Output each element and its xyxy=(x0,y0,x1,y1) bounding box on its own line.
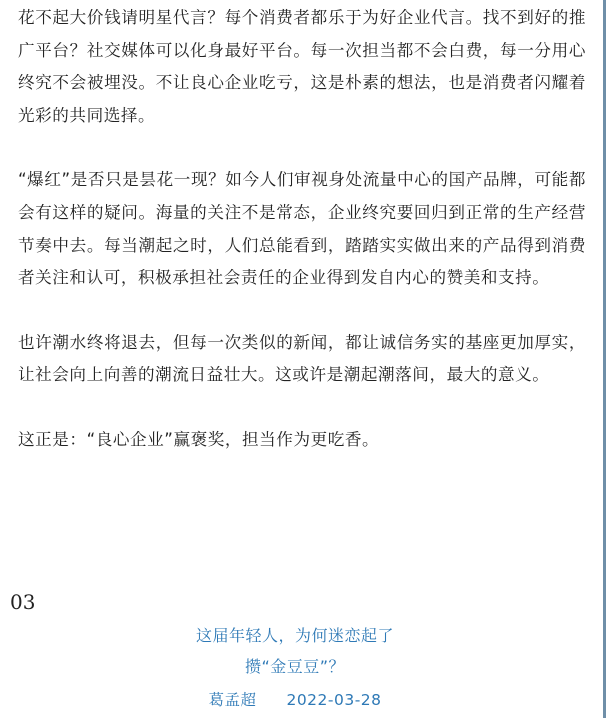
related-article-link[interactable] xyxy=(0,620,590,714)
section-number: 03 xyxy=(10,590,36,614)
related-article-meta xyxy=(0,686,590,714)
related-article-date: 2022-03-28 xyxy=(286,691,382,709)
article-body xyxy=(18,2,586,457)
related-article-title-line1[interactable]: 这届年轻人，为何迷恋起了 xyxy=(195,626,394,645)
related-article-author: 葛孟超 xyxy=(208,691,257,709)
article-paragraph: “爆红”是否只是昙花一现？如今人们审视身处流量中心的国产品牌，可能都会有这样的疑问。海量的关注不是常态，企业终究要回归到正常的生产经营节奏中去。每当潮起之时，人们总能看到，踏踏实实做出来的产品得到消费者关注和认可，积极承担社会责任的企业得到发自内心的赞美和支持。 xyxy=(18,170,586,288)
article-paragraph: 也许潮水终将退去，但每一次类似的新闻，都让诚信务实的基座更加厚实，让社会向上向善的潮流日益壮大。这或许是潮起潮落间，最大的意义。 xyxy=(18,332,586,385)
related-article-title-line2[interactable]: 攒“金豆豆”？ xyxy=(244,657,346,676)
article-paragraph: 这正是：“良心企业”赢褒奖，担当作为更吃香。 xyxy=(18,429,380,449)
article-paragraph: 花不起大价钱请明星代言？每个消费者都乐于为好企业代言。找不到好的推广平台？社交媒体可以化身最好平台。每一次担当都不会白费，每一分用心终究不会被埋没。不让良心企业吃亏，这是朴素的想法，也是消费者闪耀着光彩的共同选择。 xyxy=(18,8,586,125)
